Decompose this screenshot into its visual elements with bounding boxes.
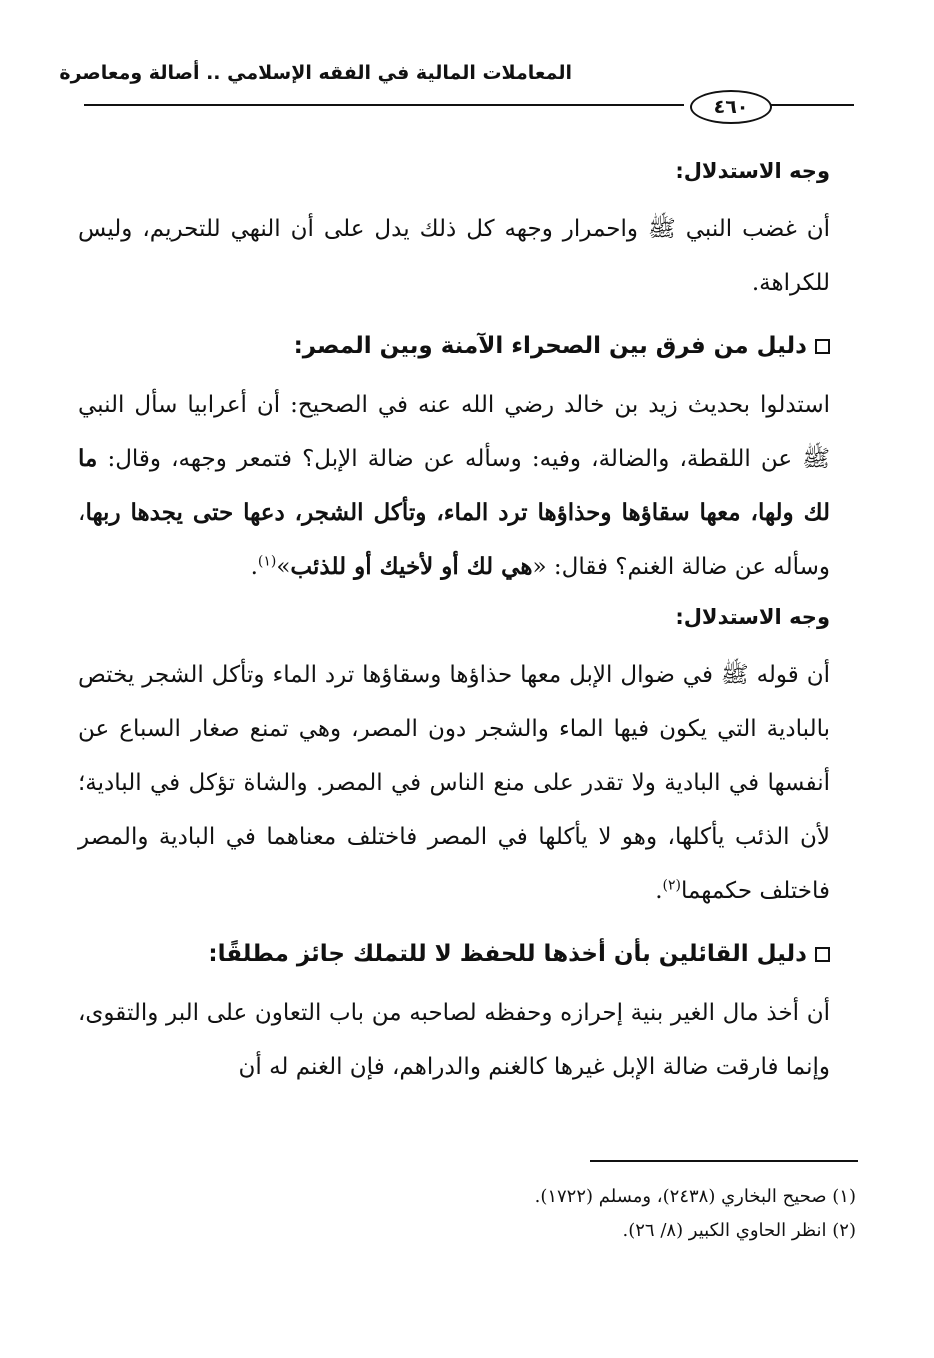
footnote-ref-1[interactable]: (١) xyxy=(257,553,277,570)
sentence-end-2: . xyxy=(655,878,663,904)
header-rule-left xyxy=(84,104,684,106)
footnote-ref-2[interactable]: (٢) xyxy=(662,877,681,894)
section-heading-desert-city xyxy=(78,318,830,374)
footnote-2: (٢) انظر الحاوي الكبير (٨/ ٢٦). xyxy=(622,1220,856,1241)
page-number: ٤٦٠ xyxy=(690,90,772,124)
paragraph-prohibition: أن غضب النبي ﷺ واحمرار وجهه كل ذلك يدل على أن النهي للتحريم، وليس للكراهة. xyxy=(78,216,830,296)
hadith-intro-text: استدلوا بحديث زيد بن خالد رضي الله عنه في الصحيح: أن أعرابيا سأل النبي ﷺ عن اللقطة، والضالة، وفيه: وسأله عن ضالة الإبل؟ فتمعر وجهه، وقال: xyxy=(78,392,830,472)
istidlal-heading-2: وجه الاستدلال: xyxy=(675,605,830,629)
section-heading-safekeeping xyxy=(78,926,830,982)
header-rule-right xyxy=(770,104,854,106)
paragraph-hadith-zayd xyxy=(78,378,830,594)
footnotes xyxy=(96,1180,856,1248)
istidlal-heading-1: وجه الاستدلال: xyxy=(675,159,830,183)
section-heading-text: دليل من فرق بين الصحراء الآمنة وبين المصر: xyxy=(293,333,807,359)
footnote-1: (١) صحيح البخاري (٢٤٣٨)، ومسلم (١٧٢٢). xyxy=(534,1186,856,1207)
main-text xyxy=(78,148,830,1094)
hadith-camel-quote: ما لك ولها، معها سقاؤها وحذاؤها ترد الماء، وتأكل الشجر، دعها حتى يجدها ربها xyxy=(78,445,830,526)
section-heading-text: دليل القائلين بأن أخذها للحفظ لا للتملك جائز مطلقًا: xyxy=(208,941,807,967)
checkbox-bullet-icon xyxy=(815,947,830,962)
closing-quote-mark: » xyxy=(276,554,291,580)
sentence-end: . xyxy=(250,554,258,580)
desert-explanation-text: أن قوله ﷺ في ضوال الإبل معها حذاؤها وسقاؤها ترد الماء وتأكل الشجر يختص بالبادية التي يكون فيها الماء والشجر دون المصر، وهي تمنع صغار السباع عن أنفسها في البادية ولا تقدر على منع الناس في المصر. والشاة تؤكل في البادية؛ لأن الذئب يأكلها، وهو لا يأكلها في المصر فاختلف معناهما في البادية والمصر فاختلف حكمهما xyxy=(78,662,830,904)
checkbox-bullet-icon xyxy=(815,339,830,354)
running-header-title: المعاملات المالية في الفقه الإسلامي .. أصالة ومعاصرة xyxy=(59,62,572,84)
paragraph-desert-explanation xyxy=(78,648,830,918)
hadith-sheep-quote: هي لك أو لأخيك أو للذئب xyxy=(290,553,533,580)
footnote-separator xyxy=(590,1160,858,1162)
paragraph-safekeeping: أن أخذ مال الغير بنية إحرازه وحفظه لصاحبه من باب التعاون على البر والتقوى، وإنما فارقت ضالة الإبل غيرها كالغنم والدراهم، فإن الغنم له أن xyxy=(78,1000,830,1080)
hadith-sheep-question: ، وسأله عن ضالة الغنم؟ فقال: « xyxy=(78,500,830,580)
